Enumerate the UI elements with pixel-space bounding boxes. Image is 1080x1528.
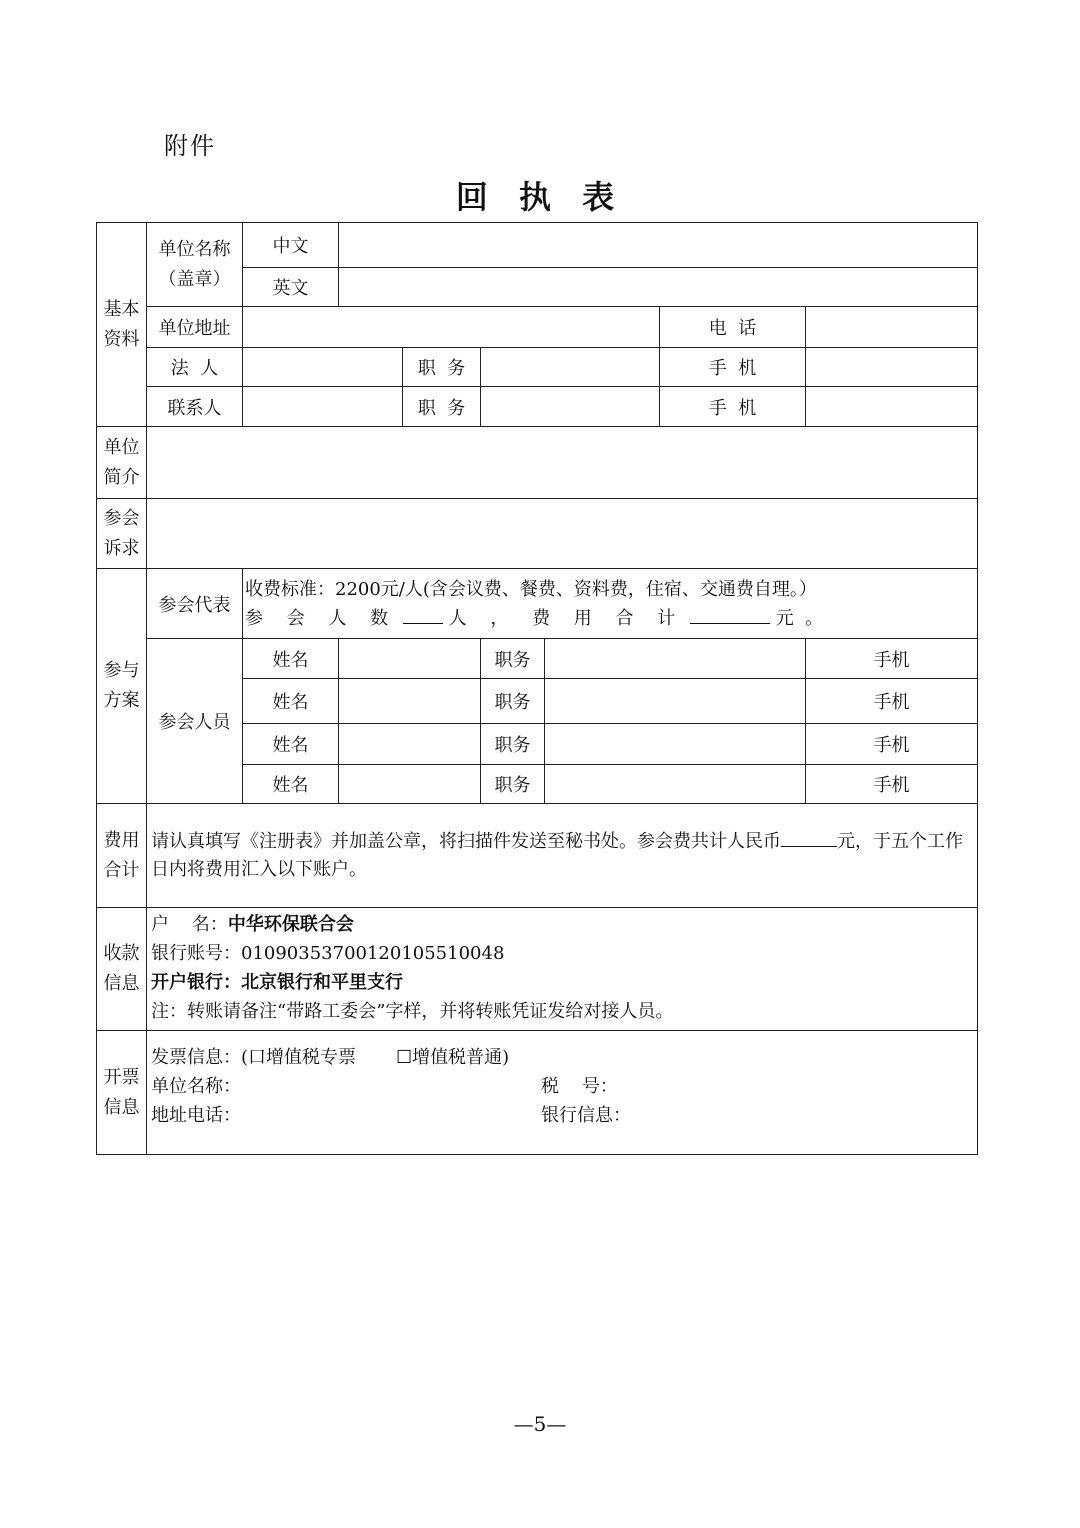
invoice-bank-label: 银行信息： [541, 1105, 631, 1126]
fee-instructions [147, 804, 978, 908]
attendee-name-field[interactable] [339, 639, 481, 679]
account-name-label: 户 名： [151, 914, 228, 935]
english-label: 英文 [243, 268, 339, 307]
plan-section-label: 参与方案 [97, 569, 147, 804]
chinese-label: 中文 [243, 223, 339, 268]
legal-mobile-label: 手 机 [660, 348, 806, 387]
attendee-position-label: 职务 [481, 679, 545, 724]
invoice-section-label: 开票信息 [97, 1031, 147, 1155]
account-no-label: 银行账号： [151, 943, 241, 964]
attendee-mobile-label: 手机 [806, 724, 978, 765]
fee-standard-text: 收费标准：2200元/人(含会议费、餐费、资料费，住宿、交通费自理。） [245, 578, 817, 600]
attendee-position-label: 职务 [481, 765, 545, 804]
bank-label: 开户银行： [151, 972, 241, 993]
intro-section-label: 单位简介 [97, 427, 147, 499]
account-no-line [151, 939, 973, 968]
fee-amount-blank[interactable] [781, 830, 837, 847]
contact-mobile-label: 手 机 [660, 387, 806, 427]
invoice-tax-no-label: 税 号： [541, 1076, 618, 1097]
attendee-count-blank[interactable] [403, 607, 443, 624]
address-field[interactable] [243, 307, 660, 348]
contact-mobile-field[interactable] [806, 387, 978, 427]
form-title: 回 执 表 [455, 178, 625, 216]
intro-field[interactable] [147, 427, 978, 499]
fee-text-before: 请认真填写《注册表》并加盖公章，将扫描件发送至秘书处。参会费共计人民币 [151, 830, 781, 852]
count-prefix: 参 会 人 数 [245, 607, 398, 629]
bank-value: 北京银行和平里支行 [241, 972, 403, 993]
attendee-name-label: 姓名 [243, 724, 339, 765]
attachment-label: 附件 [164, 132, 216, 160]
transfer-note: 注：转账请备注“带路工委会”字样，并将转账凭证发给对接人员。 [151, 1001, 674, 1022]
attendee-position-field[interactable] [545, 679, 806, 724]
fee-text-after: 元，于五个工作日内将费用汇入以下账户。 [151, 830, 963, 880]
attendee-position-label: 职务 [481, 639, 545, 679]
demand-field[interactable] [147, 499, 978, 569]
unit-name-label: 单位名称（盖章） [147, 223, 243, 307]
attendee-position-field[interactable] [545, 724, 806, 765]
attendee-name-label: 姓名 [243, 639, 339, 679]
attendee-name-field[interactable] [339, 679, 481, 724]
contact-position-field[interactable] [481, 387, 660, 427]
contact-label: 联系人 [147, 387, 243, 427]
phone-field[interactable] [806, 307, 978, 348]
attendee-name-field[interactable] [339, 765, 481, 804]
fee-total-blank[interactable] [690, 607, 770, 624]
legal-position-label: 职 务 [403, 348, 481, 387]
legal-position-field[interactable] [481, 348, 660, 387]
account-name-value: 中华环保联合会 [227, 914, 354, 935]
demand-section-label: 参会诉求 [97, 499, 147, 569]
unit-name-en-field[interactable] [339, 268, 978, 307]
attendee-position-field[interactable] [545, 639, 806, 679]
attendee-mobile-label: 手机 [806, 679, 978, 724]
basic-section-label: 基本资料 [97, 223, 147, 427]
account-no-value: 0109035370012010551​0048 [241, 943, 505, 964]
invoice-unit-name-label: 单位名称： [151, 1076, 241, 1097]
attendee-position-field[interactable] [545, 765, 806, 804]
account-name-line [151, 910, 973, 939]
attendee-name-field[interactable] [339, 724, 481, 765]
invoice-row-1 [151, 1072, 973, 1101]
attendee-count-line [245, 604, 973, 633]
unit-name-cn-field[interactable] [339, 223, 978, 268]
page-number: —5— [513, 1412, 567, 1436]
address-label: 单位地址 [147, 307, 243, 348]
count-suffix: 元 。 [775, 607, 824, 629]
invoice-address-label: 地址电话： [151, 1105, 241, 1126]
attendee-position-label: 职务 [481, 724, 545, 765]
bank-line [151, 968, 973, 997]
legal-label: 法 人 [147, 348, 243, 387]
invoice-type-line [151, 1043, 973, 1072]
attendee-mobile-label: 手机 [806, 639, 978, 679]
attendee-name-label: 姓名 [243, 679, 339, 724]
contact-field[interactable] [243, 387, 403, 427]
payment-section-label: 收款信息 [97, 908, 147, 1031]
attendees-label: 参会人员 [147, 639, 243, 804]
representative-label: 参会代表 [147, 569, 243, 639]
attendee-mobile-label: 手机 [806, 765, 978, 804]
legal-field[interactable] [243, 348, 403, 387]
legal-mobile-field[interactable] [806, 348, 978, 387]
invoice-row-2 [151, 1101, 973, 1130]
invoice-type-vat-normal[interactable]: ☐增值税普通) [396, 1047, 510, 1068]
fee-section-label: 费用合计 [97, 804, 147, 908]
phone-label: 电 话 [660, 307, 806, 348]
count-mid: 人 ， 费 用 合 计 [448, 607, 685, 629]
invoice-type-vat-special[interactable]: 发票信息：(口增值税专票 [151, 1047, 357, 1068]
attendee-name-label: 姓名 [243, 765, 339, 804]
contact-position-label: 职 务 [403, 387, 481, 427]
receipt-form-table [96, 222, 978, 1155]
